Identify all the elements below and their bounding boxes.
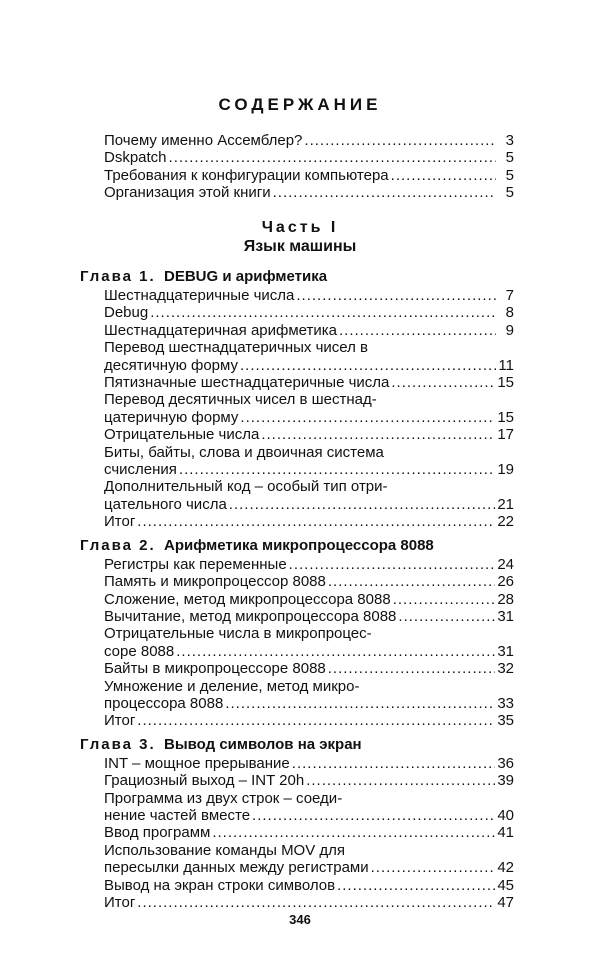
entry-page: 26 <box>497 573 514 591</box>
entry-title: Отрицательные числа <box>104 426 260 444</box>
entry-title-line1: Отрицательные числа в микропроцес- <box>104 625 372 643</box>
entry-page: 21 <box>497 495 514 513</box>
entry-page: 11 <box>498 356 514 374</box>
entry-page: 15 <box>497 408 514 426</box>
toc-entry <box>104 894 514 911</box>
entry-title: цательного числа <box>104 495 227 513</box>
entry-page: 8 <box>505 304 514 322</box>
toc-entry <box>104 391 514 426</box>
entry-title: Вычитание, метод микропроцессора 8088 <box>104 607 397 625</box>
entry-page: 36 <box>497 754 514 772</box>
entry-title: Регистры как переменные <box>104 555 287 573</box>
entry-page: 47 <box>497 894 514 911</box>
entry-page: 33 <box>497 694 514 712</box>
entry-title-line1: Перевод шестнадцатеричных чисел в <box>104 339 369 357</box>
entry-title: соре 8088 <box>104 642 175 660</box>
entry-title: Грациозный выход – INT 20h <box>104 772 305 790</box>
dot-leader <box>225 695 495 712</box>
entry-title: INT – мощное прерывание <box>104 754 290 772</box>
entry-title: Ввод программ <box>104 824 211 842</box>
entry-page: 9 <box>505 321 514 339</box>
entry-title: нение частей вместе <box>104 806 251 824</box>
entry-title-line1: Дополнительный код – особый тип отри- <box>104 478 388 496</box>
entry-title: Сложение, метод микропроцессора 8088 <box>104 590 391 608</box>
dot-leader <box>289 556 496 573</box>
chapter-title: Арифметика микропроцессора 8088 <box>164 536 434 554</box>
entry-page: 22 <box>497 513 514 531</box>
toc-entry <box>104 625 514 660</box>
dot-leader <box>137 894 495 911</box>
chapter-heading <box>80 267 514 287</box>
chapter-title: Вывод символов на экран <box>164 735 362 753</box>
toc-entry <box>104 184 514 201</box>
dot-leader <box>328 660 496 677</box>
toc-entry <box>104 513 514 530</box>
entry-page: 7 <box>505 287 514 304</box>
dot-leader <box>371 859 496 876</box>
toc-title: СОДЕРЖАНИЕ <box>218 95 382 114</box>
dot-leader <box>252 807 495 824</box>
chapter <box>80 536 514 730</box>
entry-title: Байты в микропроцессоре 8088 <box>104 660 326 678</box>
entry-page: 40 <box>497 806 514 824</box>
entry-title: Организация этой книги <box>104 184 271 202</box>
entry-page: 39 <box>497 772 514 790</box>
entry-page: 28 <box>497 590 514 608</box>
chapter-entries <box>80 287 514 531</box>
entry-page: 24 <box>497 555 514 573</box>
dot-leader <box>261 426 495 443</box>
intro-list <box>104 132 514 202</box>
dot-leader <box>240 357 496 374</box>
chapter-heading <box>80 735 514 755</box>
toc-entry <box>104 444 514 479</box>
entry-page: 35 <box>497 712 514 730</box>
page-number: 346 <box>289 912 311 927</box>
toc-entry <box>104 322 514 339</box>
entry-title: Итог <box>104 712 136 730</box>
toc-entry <box>104 712 514 729</box>
toc-entry <box>104 132 514 149</box>
toc-entry <box>104 167 514 184</box>
entry-page: 42 <box>497 859 514 877</box>
dot-leader <box>240 409 495 426</box>
toc-entry <box>104 149 514 166</box>
part-label: Часть I <box>261 219 339 236</box>
chapter-label: Глава 2. <box>80 536 156 554</box>
toc-entry <box>104 755 514 772</box>
entry-title-line1: Умножение и деление, метод микро- <box>104 677 360 695</box>
entry-page: 5 <box>505 149 514 167</box>
entry-title: Вывод на экран строки символов <box>104 876 336 894</box>
dot-leader <box>304 132 496 149</box>
chapter-list <box>80 267 514 916</box>
chapter-label: Глава 1. <box>80 268 156 285</box>
toc-entry <box>104 824 514 841</box>
entry-title: десятичную форму <box>104 356 238 374</box>
entry-title: пересылки данных между регистрами <box>104 859 369 877</box>
entry-title: счисления <box>104 461 177 479</box>
dot-leader <box>339 322 496 339</box>
entry-page: 32 <box>497 660 514 678</box>
dot-leader <box>391 374 495 391</box>
dot-leader <box>337 877 495 894</box>
entry-title: процессора 8088 <box>104 694 224 712</box>
toc-entry <box>104 374 514 391</box>
chapter <box>80 735 514 912</box>
entry-title: Требования к конфигурации компьютера <box>104 166 389 184</box>
dot-leader <box>169 149 496 166</box>
dot-leader <box>179 461 495 478</box>
dot-leader <box>306 772 495 789</box>
dot-leader <box>292 755 496 772</box>
dot-leader <box>137 513 495 530</box>
entry-page: 31 <box>497 607 514 625</box>
chapter-entries <box>80 556 514 730</box>
entry-page: 3 <box>505 132 514 149</box>
entry-page: 45 <box>497 876 514 894</box>
dot-leader <box>273 184 496 201</box>
chapter <box>80 267 514 531</box>
dot-leader <box>176 643 495 660</box>
toc-entry <box>104 591 514 608</box>
entry-page: 31 <box>497 642 514 660</box>
dot-leader <box>398 608 495 625</box>
entry-title: Пятизначные шестнадцатеричные числа <box>104 374 390 392</box>
toc-entry <box>104 478 514 513</box>
dot-leader <box>137 712 495 729</box>
toc-entry <box>104 287 514 304</box>
entry-title: цатеричную форму <box>104 408 239 426</box>
entry-title-line1: Перевод десятичных чисел в шестнад- <box>104 391 377 409</box>
toc-entry <box>104 339 514 374</box>
toc-entry <box>104 790 514 825</box>
part-heading <box>0 218 600 256</box>
toc-entry <box>104 842 514 877</box>
toc-entry <box>104 608 514 625</box>
dot-leader <box>296 287 496 304</box>
entry-title: Память и микропроцессор 8088 <box>104 573 326 591</box>
entry-title: Шестнадцатеричные числа <box>104 287 295 304</box>
entry-page: 17 <box>497 426 514 444</box>
part-title: Язык машины <box>243 238 357 255</box>
entry-page: 19 <box>497 461 514 479</box>
dot-leader <box>391 167 496 184</box>
chapter-title: DEBUG и арифметика <box>164 268 328 285</box>
entry-title: Итог <box>104 894 136 911</box>
entry-title: Почему именно Ассемблер? <box>104 132 303 149</box>
dot-leader <box>229 496 496 513</box>
toc-entry <box>104 660 514 677</box>
entry-title-line1: Биты, байты, слова и двоичная система <box>104 443 384 461</box>
chapter-label: Глава 3. <box>80 735 156 753</box>
toc-entry <box>104 556 514 573</box>
entry-title: Шестнадцатеричная арифметика <box>104 321 337 339</box>
entry-page: 41 <box>497 824 514 842</box>
toc-entry <box>104 426 514 443</box>
dot-leader <box>328 573 495 590</box>
entry-title-line1: Использование команды MOV для <box>104 841 346 859</box>
toc-entry <box>104 877 514 894</box>
dot-leader <box>150 304 496 321</box>
entry-page: 5 <box>505 166 514 184</box>
chapter-heading <box>80 536 514 556</box>
entry-page: 15 <box>497 374 514 392</box>
entry-page: 5 <box>505 184 514 202</box>
toc-entry <box>104 573 514 590</box>
dot-leader <box>393 591 496 608</box>
toc-entry <box>104 304 514 321</box>
entry-title: Итог <box>104 513 136 531</box>
toc-entry <box>104 772 514 789</box>
entry-title-line1: Программа из двух строк – соеди- <box>104 789 343 807</box>
dot-leader <box>212 824 495 841</box>
entry-title: Debug <box>104 304 149 322</box>
toc-entry <box>104 678 514 713</box>
chapter-entries <box>80 755 514 912</box>
entry-title: Dskpatch <box>104 149 167 167</box>
